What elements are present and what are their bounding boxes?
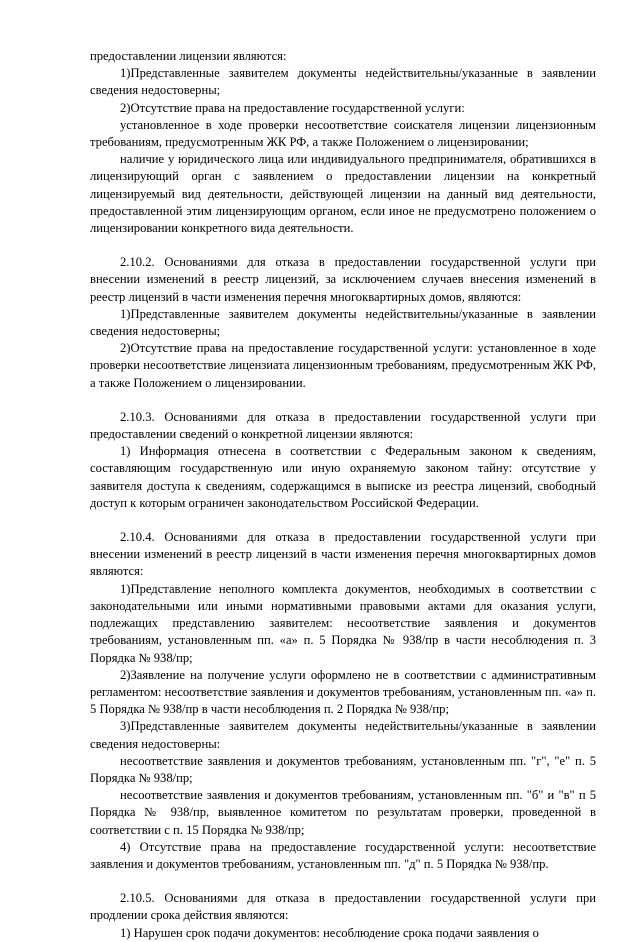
paragraph: 2.10.2. Основаниями для отказа в предоставлении государственной услуги при внесении изменений в реестр лицензий, за исключением случаев внесения изменений в реестр лицензий в части изменения перечня многоквартирных домов, являются: — [90, 255, 596, 304]
document-page — [90, 48, 596, 942]
paragraph: наличие у юридического лица или индивидуального предпринимателя, обратившихся в лицензирующий орган с заявлением о предоставлении лицензии на конкретный лицензируемый вид деятельности, действующей лицензии на данный вид деятельности, предоставленной этим лицензирующим органом, если иное не предусмотрено положением о лицензировании конкретного вида деятельности. — [90, 152, 596, 236]
paragraph: 2)Отсутствие права на предоставление государственной услуги: установленное в ходе проверки несоответствие лицензиата лицензионным требованиям, предусмотренным ЖК РФ, а также Положением о лицензировании. — [90, 341, 596, 390]
paragraph-gap — [90, 237, 596, 254]
paragraph: 2)Отсутствие права на предоставление государственной услуги: — [120, 100, 465, 115]
paragraph: 2.10.4. Основаниями для отказа в предоставлении государственной услуги при внесении изменений в реестр лицензий в части изменения перечня многоквартирных домов являются: — [90, 530, 596, 579]
paragraph-gap — [90, 873, 596, 890]
paragraph: 2.10.5. Основаниями для отказа в предоставлении государственной услуги при продлении срока действия являются: — [90, 891, 596, 923]
paragraph: 1) Нарушен срок подачи документов: несоблюдение срока подачи заявления о — [120, 925, 539, 940]
paragraph: установленное в ходе проверки несоответствие соискателя лицензии лицензионным требованиям, предусмотренным ЖК РФ, а также Положением о лицензировании; — [90, 117, 596, 150]
paragraph: 1)Представленные заявителем документы недействительны/указанные в заявлении сведения недостоверны; — [90, 306, 596, 339]
paragraph: несоответствие заявления и документов требованиям, установленным пп. "г", "е" п. 5 Порядка № 938/пр; — [90, 753, 596, 785]
paragraph: несоответствие заявления и документов требованиям, установленным пп. "б" и "в" п 5 Порядка № 938/пр, выявленное комитетом по результатам проверки, проведенной в соответствии с п. 15 Порядка № 938/пр; — [90, 788, 596, 837]
paragraph: 2.10.3. Основаниями для отказа в предоставлении государственной услуги при предоставлении сведений о конкретной лицензии являются: — [90, 409, 596, 442]
paragraph-gap — [90, 512, 596, 529]
paragraph: 4) Отсутствие права на предоставление государственной услуги: несоответствие заявления и документов требованиям, установленным пп. "д" п. 5 Порядка № 938/пр. — [90, 839, 596, 871]
paragraph: 3)Представленные заявителем документы недействительны/указанные в заявлении сведения недостоверны: — [90, 719, 596, 751]
paragraph-gap — [90, 392, 596, 409]
paragraph: 2)Заявление на получение услуги оформлено не в соответствии с административным регламентом: несоответствие заявления и документов требованиям, установленным пп. «а» п. 5 Порядка № 938/пр в части несоблюдения п. 2 Порядка № 938/пр; — [90, 667, 596, 717]
paragraph: предоставлении лицензии являются: — [90, 49, 287, 63]
paragraph: 1)Представленные заявителем документы недействительны/указанные в заявлении сведения недостоверны; — [90, 66, 596, 98]
paragraph: 1) Информация отнесена в соответствии с Федеральным законом к сведениям, составляющим государственную или иную охраняемую законом тайну: отсутствие у заявителя доступа к сведениям, содержащимся в выписке из реестра лицензий, свободный доступ к которым ограничен законодательством Российской Федерации. — [90, 444, 596, 510]
paragraph: 1)Представление неполного комплекта документов, необходимых в соответствии с законодательными или иными нормативными правовыми актами для оказания услуги, подлежащих представлению заявителем: несоответствие заявления и документов требованиям, установленным пп. «а» п. 5 Порядка № 938/пр в части несоблюдения п. 3 Порядка № 938/пр; — [90, 581, 596, 665]
